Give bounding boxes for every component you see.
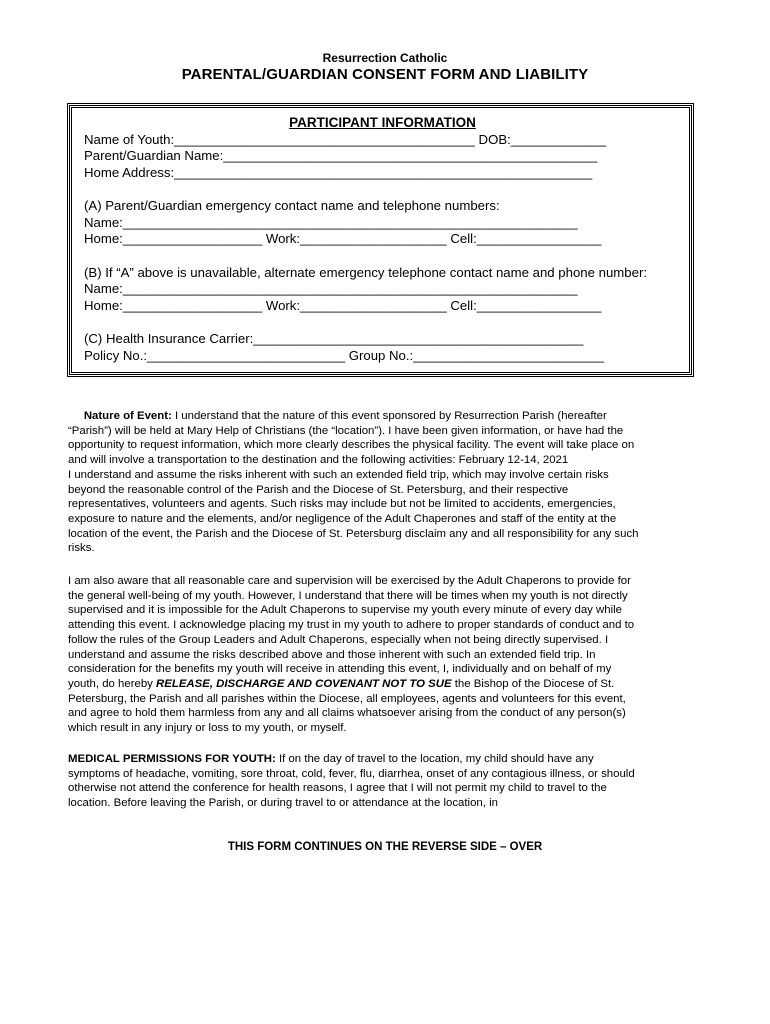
supervision-paragraph — [68, 574, 708, 736]
paragraph-line: “Parish”) will be held at Mary Help of Christians (the “location”). I have been given information, or have had the — [68, 424, 624, 437]
medical-permissions-lead: MEDICAL PERMISSIONS FOR YOUTH: — [68, 753, 276, 765]
paragraph-text: youth, do hereby — [68, 677, 157, 690]
participant-info-heading: PARTICIPANT INFORMATION — [289, 115, 476, 130]
name-of-youth-field[interactable]: Name of Youth:_________________________________________ DOB:_____________ — [84, 131, 607, 147]
home-address-field[interactable]: Home Address:_________________________________________________________ — [84, 164, 593, 180]
paragraph-line: risks. — [68, 542, 95, 555]
paragraph-text: If on the day of travel to the location, my child should have any — [275, 753, 594, 765]
medical-lead-line — [68, 752, 708, 767]
medical-permissions-paragraph — [68, 752, 708, 811]
section-a-phones-field[interactable]: Home:___________________ Work:____________________ Cell:_________________ — [84, 231, 602, 246]
health-insurance-carrier-field[interactable]: (C) Health Insurance Carrier:_____________________________________________ — [84, 331, 584, 346]
section-a-label: (A) Parent/Guardian emergency contact name and telephone numbers: — [84, 198, 500, 213]
paragraph-line: I understand and assume the risks inherent with such an extended field trip, which may involve certain risks — [68, 468, 609, 481]
participant-info-box — [67, 103, 694, 377]
paragraph-line: attending this event. I acknowledge placing my trust in my youth to adhere to proper standards of conduct and to — [68, 619, 635, 632]
paragraph-line: otherwise not attend the conference for health reasons, I agree that I will not permit my child to travel to the — [68, 782, 607, 795]
parent-guardian-name-field[interactable]: Parent/Guardian Name:___________________________________________________ — [84, 148, 598, 163]
paragraph-line: the general well-being of my youth. However, I understand that there will be times when my youth is not directly — [68, 589, 628, 602]
paragraph-text: the Bishop of the Diocese of St. — [451, 677, 615, 690]
nature-of-event-paragraph — [68, 409, 708, 556]
paragraph-line: exposure to nature and the elements, and/or negligence of the Adult Chaperones and staff of the entity at the — [68, 512, 617, 525]
paragraph-line: and will involve a transportation to the destination and the following activities: February 12-14, 2021 — [68, 454, 569, 467]
paragraph-line: follow the rules of the Group Leaders and Adult Chaperons, especially when not being directly supervised. I — [68, 633, 609, 646]
nature-of-event-lead: Nature of Event: — [83, 410, 172, 422]
paragraph-line: opportunity to request information, which more clearly describes the physical facility. The event will take place on — [68, 439, 635, 452]
section-b-label: (B) If “A” above is unavailable, alternate emergency telephone contact name and phone number: — [84, 264, 648, 280]
section-b-phones-field[interactable]: Home:___________________ Work:____________________ Cell:_________________ — [84, 297, 602, 313]
paragraph-line: consideration for the benefits my youth will receive in attending this event, I, individually and on behalf of my — [68, 663, 612, 676]
paragraph-line: symptoms of headache, vomiting, sore throat, cold, fever, flu, diarrhea, onset of any contagious illness, or should — [68, 767, 635, 780]
paragraph-line: which result in any injury or loss to my youth, or myself. — [68, 722, 347, 735]
continues-reverse-note: THIS FORM CONTINUES ON THE REVERSE SIDE – OVER — [227, 841, 543, 853]
paragraph-line: understand and assume the risks described above and those inherent with such an extended field trip. In — [68, 648, 596, 661]
release-line — [68, 677, 708, 692]
paragraph-line: beyond the reasonable control of the Parish and the Diocese of St. Petersburg, and their respective — [68, 483, 569, 496]
paragraph-line: location. Before leaving the Parish, or during travel to or attendance at the location, in — [68, 797, 498, 810]
nature-of-event-line — [68, 409, 708, 424]
paragraph-line: I am also aware that all reasonable care and supervision will be exercised by the Adult Chaperons to provide for — [68, 575, 631, 587]
organization-name: Resurrection Catholic — [322, 51, 448, 65]
paragraph-line: supervised and it is impossible for the Adult Chaperons to supervise my youth every minute of every day while — [68, 604, 622, 617]
section-b-name-field[interactable]: Name:______________________________________________________________ — [84, 281, 578, 296]
paragraph-line: representatives, volunteers and agents. Such risks may include but not be limited to accidents, emergencies, — [68, 498, 616, 511]
release-clause: RELEASE, DISCHARGE AND COVENANT NOT TO SUE — [156, 677, 452, 690]
paragraph-text: I understand that the nature of this event sponsored by Resurrection Parish (hereafter — [171, 410, 607, 422]
paragraph-line: Petersburg, the Parish and all parishes within the Diocese, all employees, agents and volunteers for this event, — [68, 692, 626, 705]
paragraph-line: and agree to hold them harmless from any and all claims whatsoever arising from the conduct of any person(s) — [68, 707, 626, 720]
policy-group-number-field[interactable]: Policy No.:___________________________ Group No.:__________________________ — [84, 347, 604, 363]
section-a-name-field[interactable]: Name:______________________________________________________________ — [84, 214, 578, 230]
paragraph-line: location of the event, the Parish and the Diocese of St. Petersburg disclaim any and all responsibility for any such — [68, 527, 639, 540]
form-title: PARENTAL/GUARDIAN CONSENT FORM AND LIABILITY — [181, 66, 589, 83]
